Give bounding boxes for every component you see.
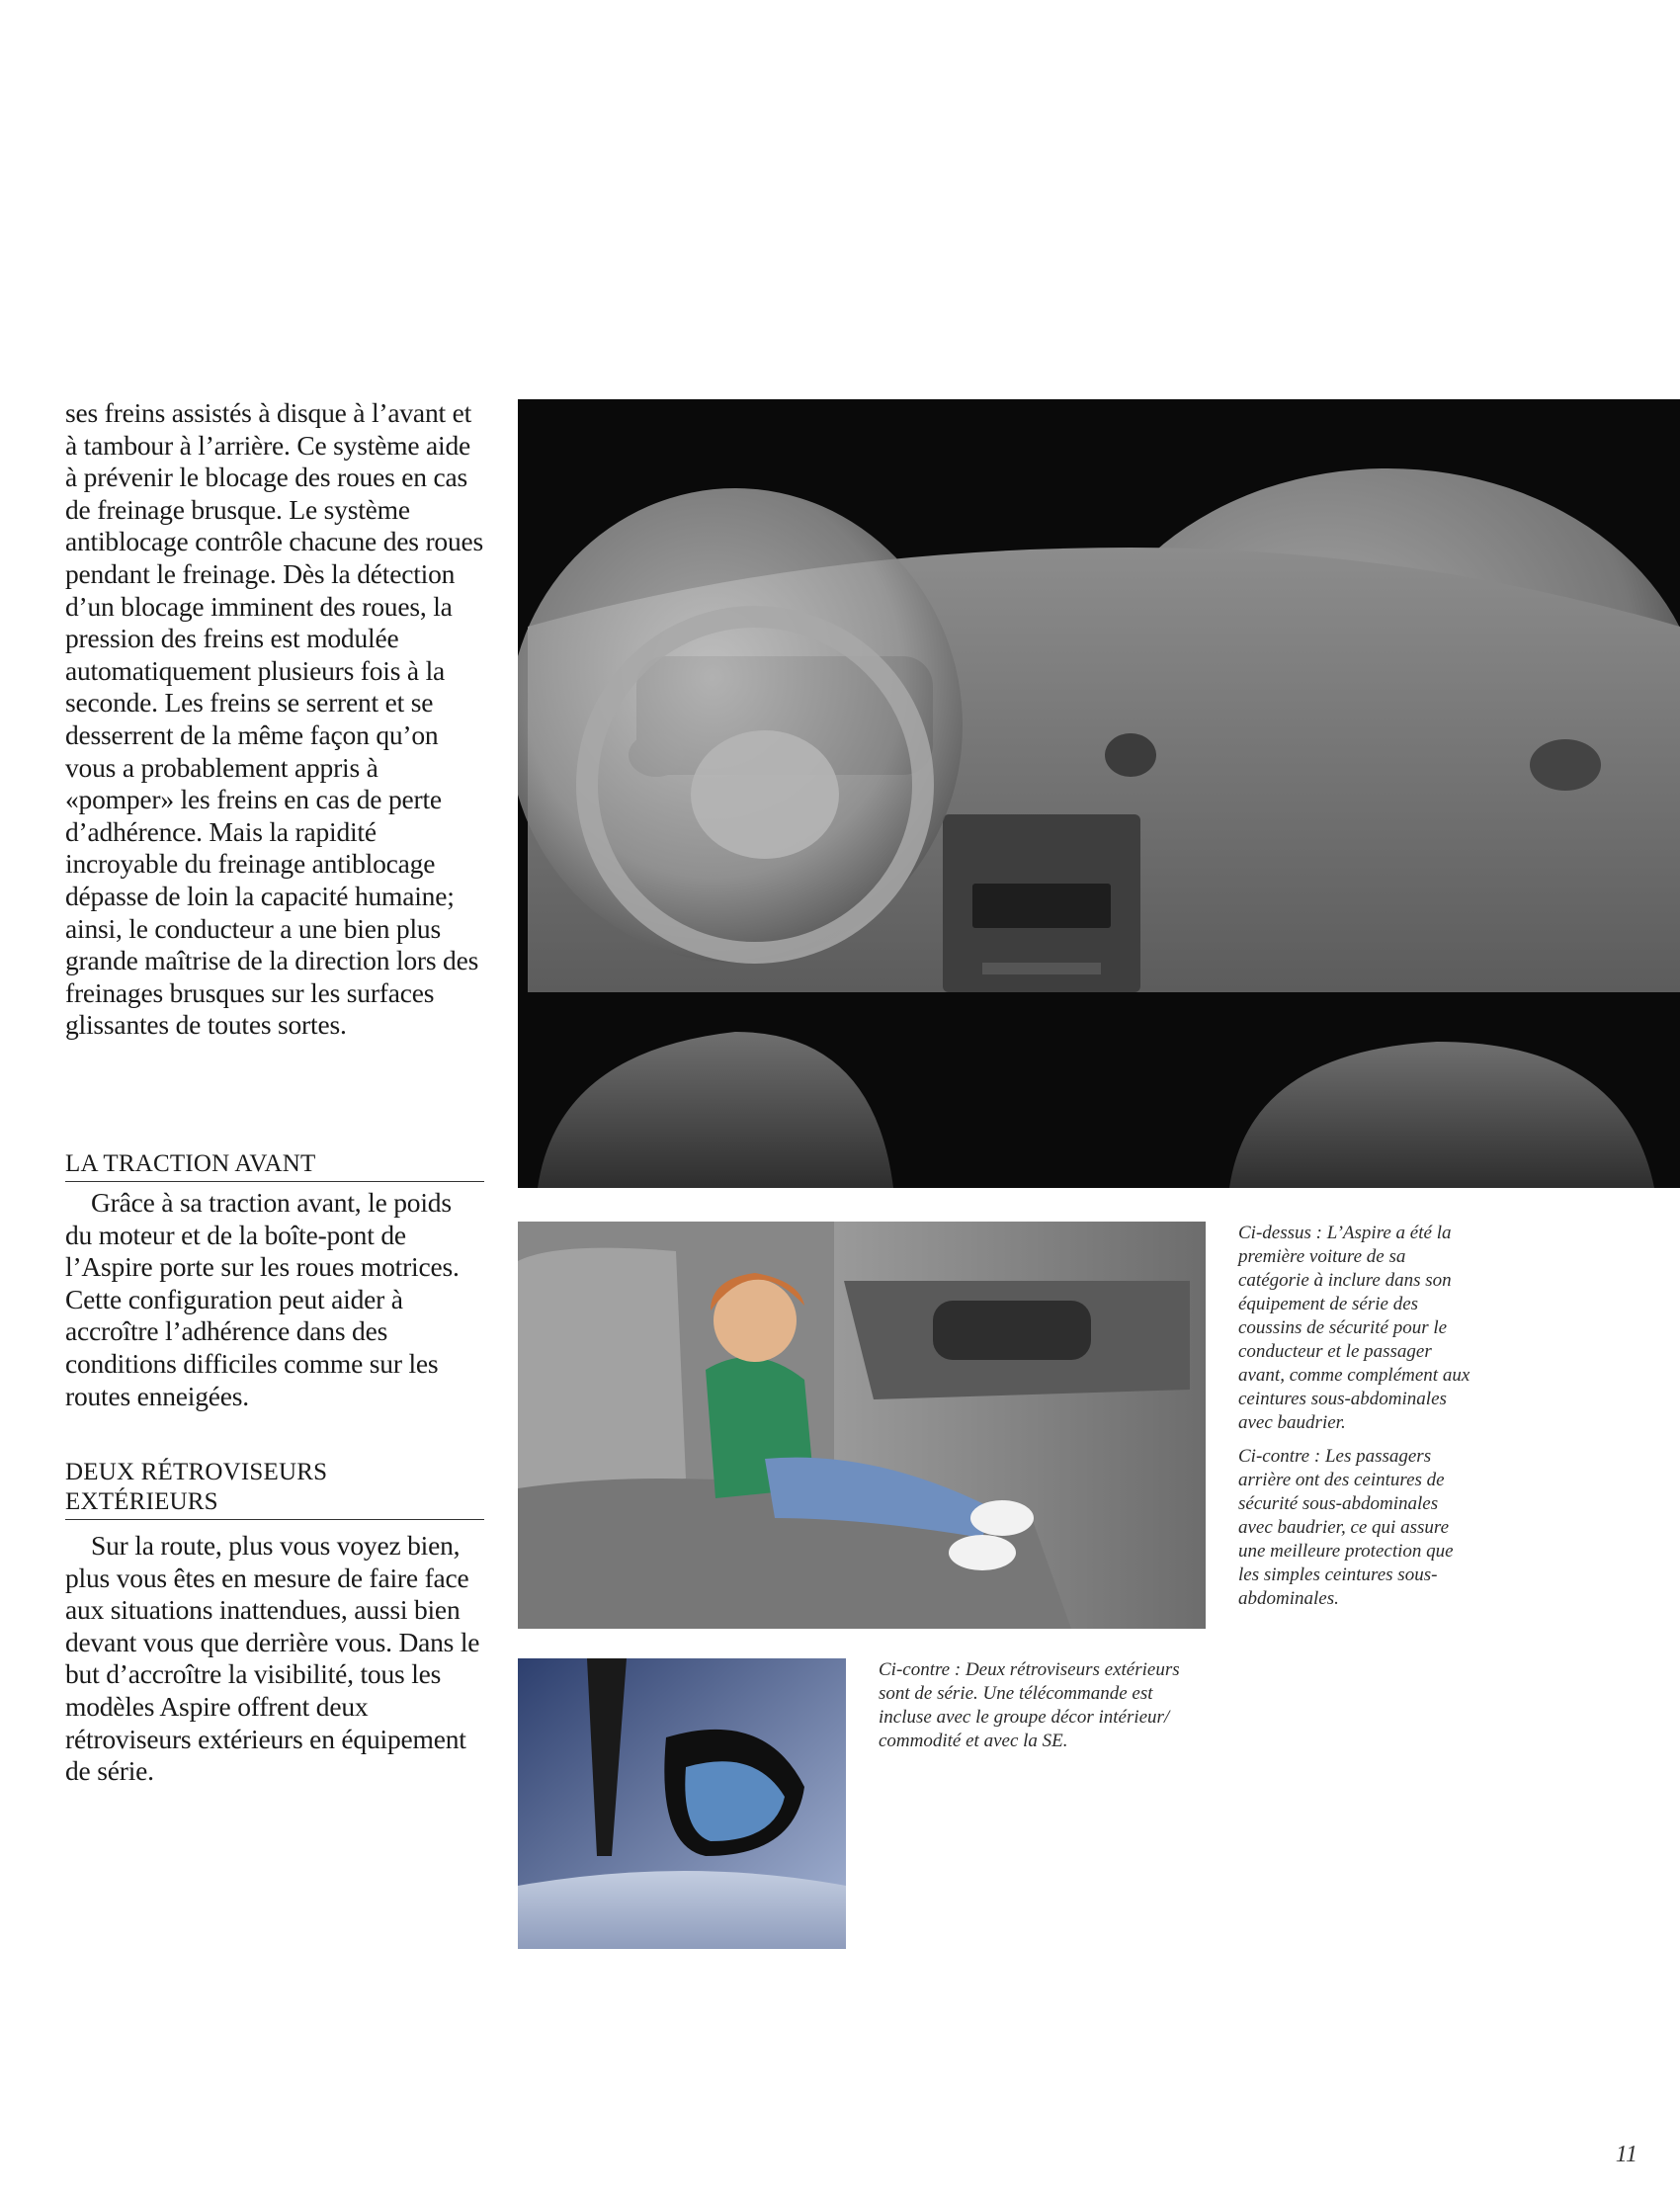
page-number: 11 bbox=[1615, 2142, 1638, 2167]
rear-seat-illustration bbox=[518, 1222, 1206, 1629]
dashboard-airbag-photo bbox=[518, 399, 1680, 1188]
caption-mirror: Ci-contre : Deux rétroviseurs extérieurs sont de série. Une télécommande est incluse avec le groupe décor intérieur/ commodité et avec la SE. bbox=[879, 1659, 1180, 1751]
caption-airbags: Ci-dessus : L’Aspire a été la première voiture de sa catégorie à inclure dans son équipement de série des coussins de sécurité pour le conducteur et le passager avant, comme complément aux ceintures sous-abdominales avec baudrier. bbox=[1238, 1223, 1470, 1433]
caption-column-right bbox=[1238, 1222, 1475, 1621]
side-mirror-photo bbox=[518, 1658, 846, 1949]
mirror-illustration bbox=[518, 1658, 846, 1949]
body-text-column bbox=[65, 397, 484, 1042]
caption-rear-seat: Ci-contre : Les passagers arrière ont des ceintures de sécurité sous-abdominales avec baudrier, ce qui assure une meilleure protection que les simples ceintures sous-abdominales. bbox=[1238, 1446, 1454, 1609]
caption-mirror-block bbox=[879, 1658, 1211, 1763]
paragraph-front-wheel-drive: Grâce à sa traction avant, le poids du moteur et de la boîte-pont de l’Aspire porte sur les roues motrices. Cette configuration peut aider à accroître l’adhérence dans des conditions difficiles comme sur les routes enneigées. bbox=[65, 1187, 460, 1411]
rear-seat-child-photo bbox=[518, 1222, 1206, 1629]
body-text-mirrors bbox=[65, 1530, 484, 1788]
dashboard-illustration bbox=[518, 399, 1680, 1188]
paragraph-abs-brakes: ses freins assistés à disque à l’avant et à tambour à l’arrière. Ce système aide à prévenir le blocage des roues en cas de freinage brusque. Le système antiblocage contrôle chacune des roues pendant le freinage. Dès la détection d’un blocage imminent des roues, la pression des freins est modulée automatiquement plusieurs fois à la seconde. Les freins se serrent et se desserrent de la même façon qu’on vous a probablement appris à «pomper» les freins en cas de perte d’adhérence. Mais la rapidité incroyable du freinage antiblocage dépasse de loin la capacité humaine; ainsi, le conducteur a une bien plus grande maîtrise de la direction lors des freinages brusques sur les surfaces glissantes de toutes sortes. bbox=[65, 397, 484, 1041]
body-text-fwd bbox=[65, 1187, 484, 1412]
heading-front-wheel-drive: LA TRACTION AVANT bbox=[65, 1149, 484, 1182]
heading-dual-mirrors: DEUX RÉTROVISEURS EXTÉRIEURS bbox=[65, 1458, 484, 1520]
paragraph-dual-mirrors: Sur la route, plus vous voyez bien, plus vous êtes en mesure de faire face aux situations inattendues, aussi bien devant vous que derrière vous. Dans le but d’accroître la visibilité, tous les modèles Aspire offrent deux rétroviseurs extérieurs en équipement de série. bbox=[65, 1530, 480, 1787]
